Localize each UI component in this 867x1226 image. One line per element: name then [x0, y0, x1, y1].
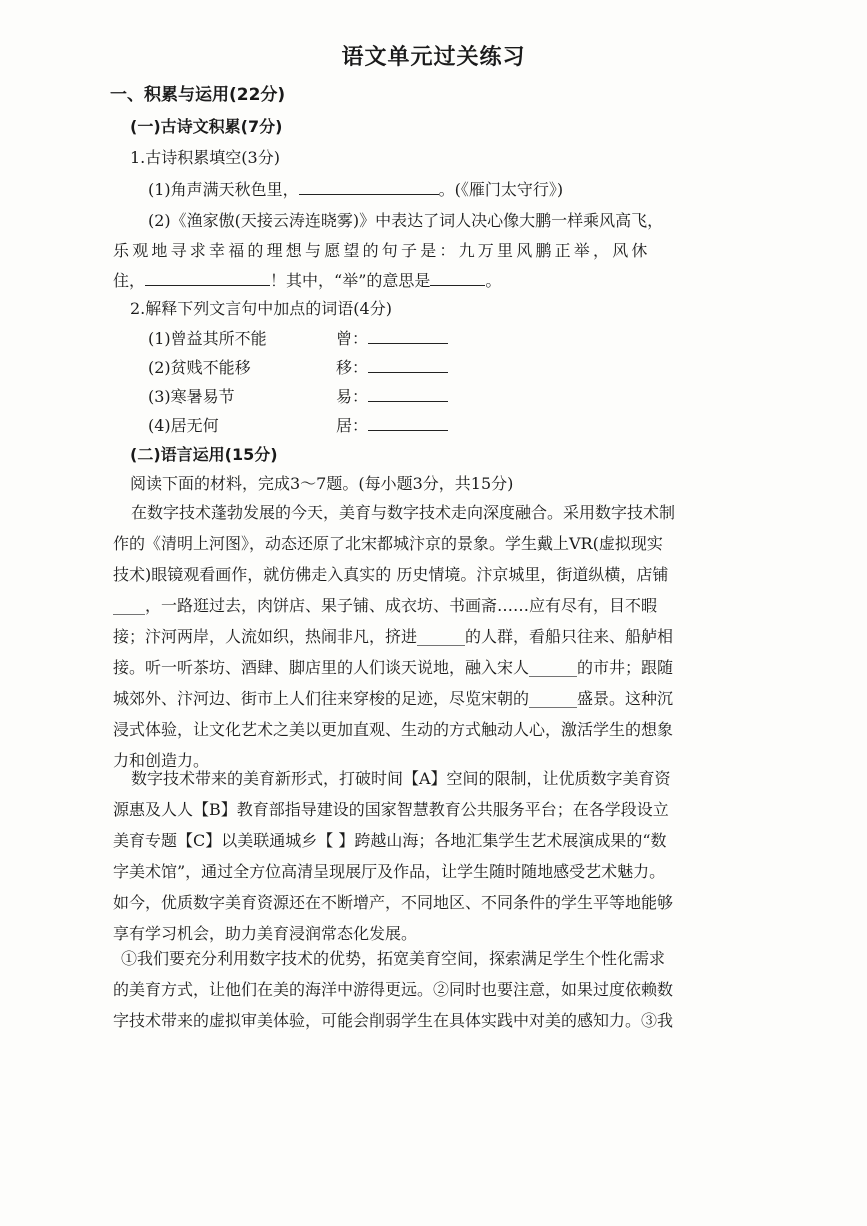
vocab-term: (2)贫贱不能移 [148, 358, 251, 377]
passage-line: 在数字技术蓬勃发展的今天，美育与数字技术走向深度融合。采用数字技术制 [131, 503, 676, 522]
question-1-label: 1.古诗积累填空(3分) [130, 148, 280, 167]
vocab-row [148, 327, 448, 350]
item-2-text-b: ！其中，“举”的意思是 [270, 271, 431, 290]
section-heading-1: 一、积累与运用(22分) [110, 85, 286, 105]
passage-line: ①我们要充分利用数字技术的优势，拓宽美育空间，探索满足学生个性化需求 [121, 949, 666, 968]
item-1-text: (1)角声满天秋色里， [148, 180, 299, 199]
vocab-key: 曾： [336, 329, 369, 348]
vocab-row [148, 414, 448, 437]
passage-line: ____，一路逛过去，肉饼店、果子铺、成衣坊、书画斋……应有尽有，目不暇 [113, 596, 658, 615]
question-2-label: 2.解释下列文言句中加点的词语(4分) [130, 299, 392, 318]
passage-line: 美育专题【C】以美联通城乡【 】跨越山海；各地汇集学生艺术展演成果的“数 [113, 831, 667, 850]
question-1-item-2-line-3 [113, 269, 501, 292]
vocab-row [148, 356, 448, 379]
subsection-heading-1: (一)古诗文积累(7分) [130, 117, 283, 136]
vocab-answer-blank[interactable] [368, 385, 448, 402]
passage-line: 作的《清明上河图》，动态还原了北宋都城汴京的景象。学生戴上VR(虚拟现实 [113, 534, 663, 553]
passage-line: 数字技术带来的美育新形式，打破时间【A】空间的限制，让优质数字美育资 [131, 769, 671, 788]
passage-paragraph-3 [113, 943, 733, 1036]
vocab-key: 居： [336, 416, 369, 435]
vocab-answer-blank[interactable] [368, 327, 448, 344]
answer-blank-1[interactable] [299, 178, 439, 195]
vocab-answer-blank[interactable] [368, 414, 448, 431]
vocab-key: 移： [336, 358, 369, 377]
passage-line: 城郊外、汴河边、街市上人们往来穿梭的足迹，尽览宋朝的______盛景。这种沉 [113, 689, 674, 708]
passage-line: 字美术馆”，通过全方位高清呈现展厅及作品，让学生随时随地感受艺术魅力。 [113, 862, 666, 881]
passage-line: 浸式体验，让文化艺术之美以更加直观、生动的方式触动人心，激活学生的想象 [113, 720, 674, 739]
passage-line: 源惠及人人【B】教育部指导建设的国家智慧教育公共服务平台；在各学段设立 [113, 800, 669, 819]
page-title: 语文单元过关练习 [341, 45, 526, 70]
passage-line: 的美育方式，让他们在美的海洋中游得更远。②同时也要注意，如果过度依赖数 [113, 980, 674, 999]
vocab-term: (4)居无何 [148, 416, 219, 435]
item-2-text-c: 。 [485, 271, 502, 290]
question-1-item-2-line-1: (2)《渔家傲(天接云涛连晓雾)》中表达了词人决心像大鹏一样乘风高飞， [148, 211, 664, 230]
question-1-item-2-line-2: 乐观地寻求幸福的理想与愿望的句子是：九万里风鹏正举，风休 [113, 241, 651, 260]
vocab-answer-blank[interactable] [368, 356, 448, 373]
passage-line: 如今，优质数字美育资源还在不断增产，不同地区、不同条件的学生平等地能够 [113, 893, 674, 912]
passage-line: 技术)眼镜观看画作，就仿佛走入真实的 历史情境。汴京城里，街道纵横，店铺 [113, 565, 669, 584]
vocab-term: (1)曾益其所不能 [148, 329, 267, 348]
passage-line: 接；汴河两岸，人流如织，热闹非凡，挤进______的人群，看船只往来、船舻相 [113, 627, 674, 646]
subsection-heading-2: (二)语言运用(15分) [130, 445, 278, 464]
passage-line: 享有学习机会，助力美育浸润常态化发展。 [113, 924, 418, 943]
passage-line: 接。听一听茶坊、酒肆、脚店里的人们谈天说地，融入宋人______的市井；跟随 [113, 658, 674, 677]
item-1-source: 。(《雁门太守行》) [438, 180, 564, 199]
answer-blank-2[interactable] [145, 269, 270, 286]
vocab-row [148, 385, 448, 408]
vocab-term: (3)寒暑易节 [148, 387, 235, 406]
passage-line: 字技术带来的虚拟审美体验，可能会削弱学生在具体实践中对美的感知力。③我 [113, 1011, 674, 1030]
passage-line: 力和创造力。 [113, 751, 210, 770]
item-2-text-a: 住， [113, 271, 146, 290]
reading-instructions: 阅读下面的材料，完成3～7题。(每小题3分，共15分) [130, 474, 514, 493]
vocab-key: 易： [336, 387, 369, 406]
question-1-item-1 [148, 178, 563, 201]
answer-blank-3[interactable] [430, 269, 485, 286]
passage-paragraph-2 [113, 763, 733, 949]
passage-paragraph-1 [113, 497, 733, 776]
